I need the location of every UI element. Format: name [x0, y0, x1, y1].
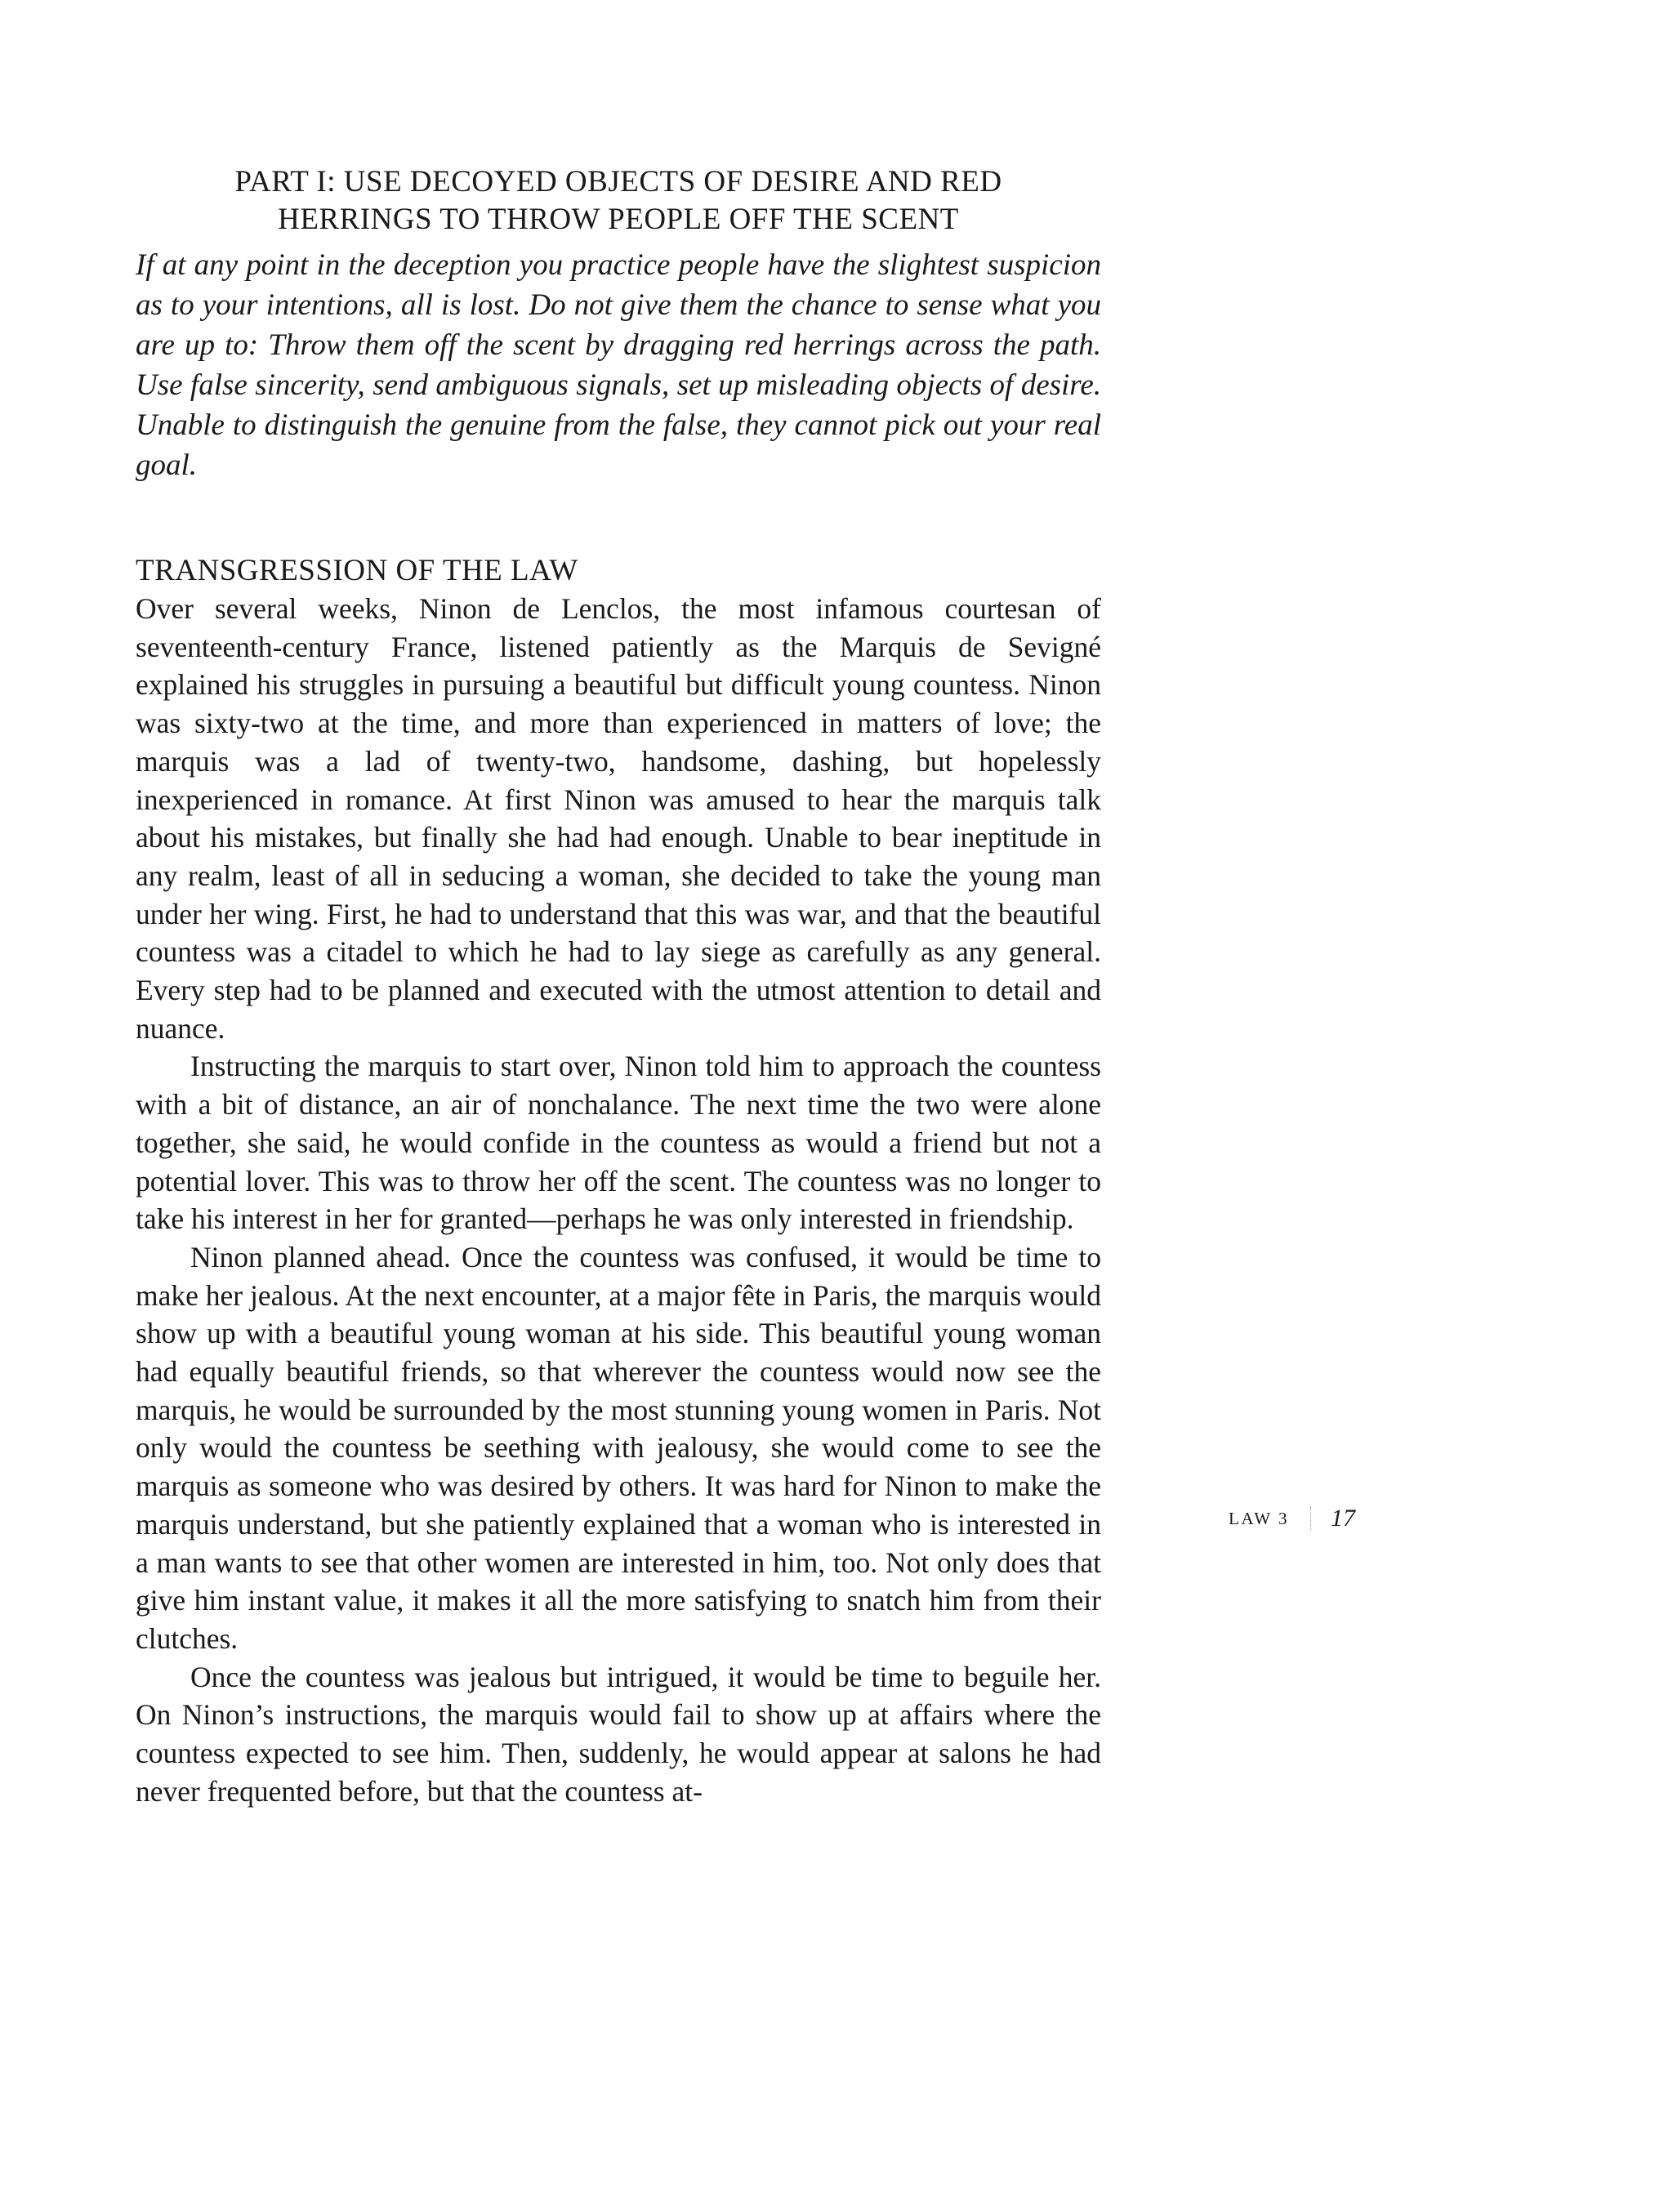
part-heading-line-1: PART I: USE DECOYED OBJECTS OF DESIRE AND RED — [234, 165, 1002, 198]
part-heading-line-2: HERRINGS TO THROW PEOPLE OFF THE SCENT — [278, 203, 959, 236]
paragraph-1: Over several weeks, Ninon de Lenclos, the most infamous courtesan of seventeenth-century France, listened patiently as the Marquis de Sevigné explained his struggles in pursuing a beautiful but difficult young countess. Ninon was sixty-two at the time, and more than experienced in matters of love; the marquis was a lad of twenty-two, handsome, dashing, but hopelessly inexperienced in romance. At first Ninon was amused to hear the marquis talk about his mistakes, but finally she had had enough. Unable to bear ineptitude in any realm, least of all in seducing a woman, she decided to take the young man under her wing. First, he had to understand that this was war, and that the beautiful countess was a citadel to which he had to lay siege as carefully as any general. Every step had to be planned and executed with the utmost attention to detail and nuance. — [136, 592, 1101, 1045]
section-heading: TRANSGRESSION OF THE LAW — [136, 554, 578, 587]
paragraph-3: Ninon planned ahead. Once the countess was confused, it would be time to make her jealous. At the next encounter, at a major fête in Paris, the marquis would show up with a beautiful young woman at his side. This beautiful young woman had equally beautiful friends, so that wherever the countess would now see the marquis, he would be surrounded by the most stunning young women in Paris. Not only would the countess be seething with jealousy, she would come to see the marquis as someone who was desired by others. It was hard for Ninon to make the marquis understand, but she patiently explained that a woman who is interested in a man wants to see that other women are interested in him, too. Not only does that give him instant value, it makes it all the more satisfying to snatch him from their clutches. — [136, 1240, 1101, 1655]
page-footer — [1229, 1505, 1355, 1532]
body-text — [136, 590, 1101, 1811]
footer-law-label: LAW 3 — [1229, 1508, 1290, 1528]
law-summary: If at any point in the deception you practice people have the slightest suspicion as to your intentions, all is lost. Do not give them the chance to sense what you are up to: Throw them off the scent by dragging red herrings across the path. Use false sincerity, send ambiguous signals, set up misleading objects of desire. Unable to distinguish the genuine from the false, they cannot pick out your real goal. — [136, 248, 1101, 482]
page-content — [136, 163, 1101, 1811]
paragraph-4: Once the countess was jealous but intrigued, it would be time to beguile her. On Ninon’s instructions, the marquis would fail to show up at affairs where the countess expected to see him. Then, suddenly, he would appear at salons he had never frequented before, but that the countess at- — [136, 1660, 1101, 1808]
footer-divider — [1310, 1506, 1311, 1531]
paragraph-2: Instructing the marquis to start over, Ninon told him to approach the countess with a bit of distance, an air of nonchalance. The next time the two were alone together, she said, he would confide in the countess as would a friend but not a potential lover. This was to throw her off the scent. The countess was no longer to take his interest in her for granted—perhaps he was only interested in friendship. — [136, 1050, 1101, 1236]
page-number: 17 — [1331, 1505, 1356, 1532]
part-heading — [136, 163, 1101, 239]
